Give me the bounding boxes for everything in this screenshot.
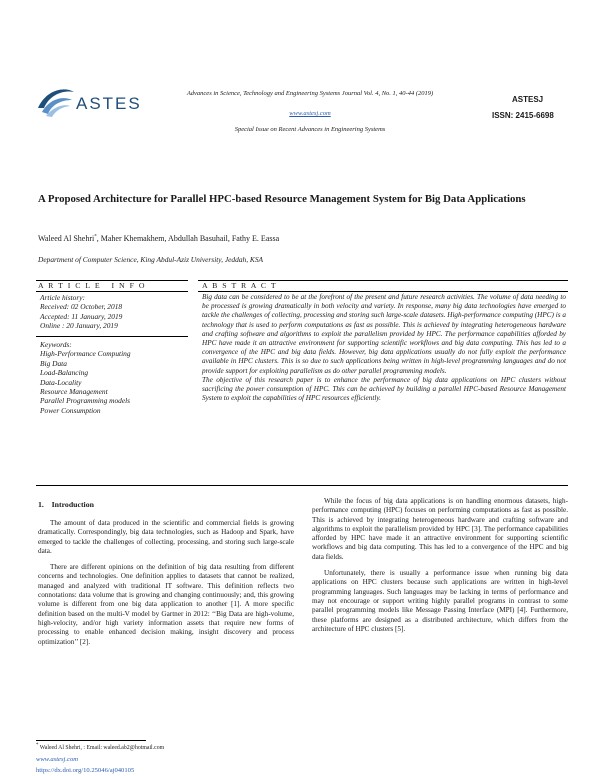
journal-name: Advances in Science, Technology and Engineering Systems Journal Vol. 4, No. 1, 40-44 (2019) <box>186 90 434 97</box>
body-paragraph: There are different opinions on the definition of big data resulting from different concerns and technologies. One definition applies to datasets that cannot be realized, managed and analyzed with traditional IT software. This definition reflects two connotations: data volume that is growing and changing continuously; and, this growing volume is different from one big data application to another [1]. A more specific definition based on the multi-V model by Gartner in 2012: ‘‘Big Data are high-volume, high-velocity, and/or high variety information assets that require new forms of processing to enable enhanced decision making, insight discovery and process optimization’’ [2]. <box>38 563 294 646</box>
abstract-head-rule <box>198 291 568 292</box>
issn: ISSN: 2415-6698 <box>492 111 554 120</box>
received-date: Received: 02 October, 2018 <box>40 302 123 312</box>
keyword-item: Data-Locality <box>40 377 82 387</box>
keyword-item: High-Performance Computing <box>40 349 131 359</box>
footnote-mark: * <box>36 743 39 748</box>
doi-link[interactable]: https://dx.doi.org/10.25046/aj040105 <box>36 767 135 774</box>
journal-url-link[interactable]: www.astesj.com <box>289 110 331 117</box>
intro-left-column <box>38 519 294 654</box>
other-authors: , Maher Khemakhem, Abdullah Basuhail, Fathy E. Eassa <box>96 234 280 243</box>
section-heading-introduction: 1. Introduction <box>38 500 94 509</box>
history-label: Article history: <box>40 293 85 302</box>
article-info-heading: A R T I C L E I N F O <box>38 281 146 290</box>
abstract-paragraph: The objective of this research paper is to enhance the performance of big data applications on HPC clusters without sacrificing the power consumption of HPC. This can be achieved by building a parallel HPC-based Resource Management System to exploit the capabilities of HPC resources efficiently. <box>202 375 566 403</box>
astes-logo-icon <box>36 84 76 118</box>
abstract-body <box>202 293 566 403</box>
body-paragraph: While the focus of big data applications is on handling enormous datasets, high-performance computing (HPC) focuses on performing computations as fast as possible. This is achieved by integrating heterogeneous hardware and crafting software and algorithms to exploit the parallelism provided by HPC [3]. The performance capabilities afforded by HPC have made it an attractive environment for supporting scientific workflows and big data computing. This has led to a convergence of the HPC and big data fields. <box>312 497 568 561</box>
footnote-text: Waleed Al Shehri, : Email: waleed.ab2@hotmail.com <box>39 744 165 751</box>
footer-site-link[interactable]: www.astesj.com <box>36 756 79 763</box>
keyword-item: Parallel Programming models <box>40 396 131 406</box>
abstract-heading: A B S T R A C T <box>202 281 278 290</box>
article-history <box>40 293 188 331</box>
history-rule <box>36 336 188 337</box>
keywords-block <box>40 340 188 415</box>
keyword-item: Resource Management <box>40 387 108 397</box>
logo-text: ASTES <box>76 94 142 113</box>
first-author: Waleed Al Shehri <box>38 234 95 243</box>
keywords-label: Keywords: <box>40 340 72 349</box>
article-info-head-rule <box>36 291 188 292</box>
author-mark: * <box>94 234 97 240</box>
footnote-rule <box>36 740 146 741</box>
body-paragraph: The amount of data produced in the scientific and commercial fields is growing dramatically. Correspondingly, big data technologies, such as Hadoop and Spark, have emerged to tackle the challenges of collecting, processing, and storing such large-scale data. <box>38 519 294 555</box>
astes-logo <box>36 84 146 124</box>
department: Department of Computer Science, King Abdul-Aziz University, Jeddah, KSA <box>38 255 264 264</box>
paper-title: A Proposed Architecture for Parallel HPC-based Resource Management System for Big Data Applications <box>38 193 526 205</box>
body-paragraph: Unfortunately, there is usually a performance issue when running big data applications on HPC clusters because such applications are written in high-level programming languages. Such languages may be lacking in terms of performance and may not encourage or support writing highly parallel programs in contrast to some parallel programming models like Message Passing Interface (MPI) [4]. Furthermore, these platforms are designed as a distributed architecture, which differs from the architecture of HPC clusters [5]. <box>312 569 568 633</box>
intro-right-column <box>312 497 568 641</box>
keyword-item: Big Data <box>40 358 67 368</box>
online-date: Online : 20 January, 2019 <box>40 321 118 331</box>
keyword-item: Load-Balancing <box>40 368 89 378</box>
author-list <box>38 234 279 243</box>
keyword-item: Power Consumption <box>40 405 101 415</box>
journal-code: ASTESJ <box>512 95 544 104</box>
footnote <box>36 743 164 751</box>
special-issue: Special Issue on Recent Advances in Engineering Systems <box>234 126 386 133</box>
front-matter-bottom-rule <box>36 485 568 486</box>
abstract-paragraph: Big data can be considered to be at the forefront of the present and future research activities. The volume of data needing to be processed is growing dramatically in both velocity and variety. In response, many big data technologies have emerged to tackle the challenges of collecting, processing and storing such large-scale datasets. High-performance computing (HPC) is a technology that is used to perform computations as fast as possible. This is achieved by integrating heterogeneous hardware and crafting software and algorithms to exploit the parallelism provided by HPC. The performance capabilities afforded by HPC have made it an attractive environment for supporting scientific workflows and big data computing. This has led to a convergence of the HPC and big data fields. However, big data applications usually do not fully exploit the performance available in HPC clusters. This is so due to such applications being written in high-level programming languages and do not provide support for exploiting parallelism as do other parallel programming models. <box>202 293 566 375</box>
accepted-date: Accepted: 11 January, 2019 <box>40 311 123 321</box>
